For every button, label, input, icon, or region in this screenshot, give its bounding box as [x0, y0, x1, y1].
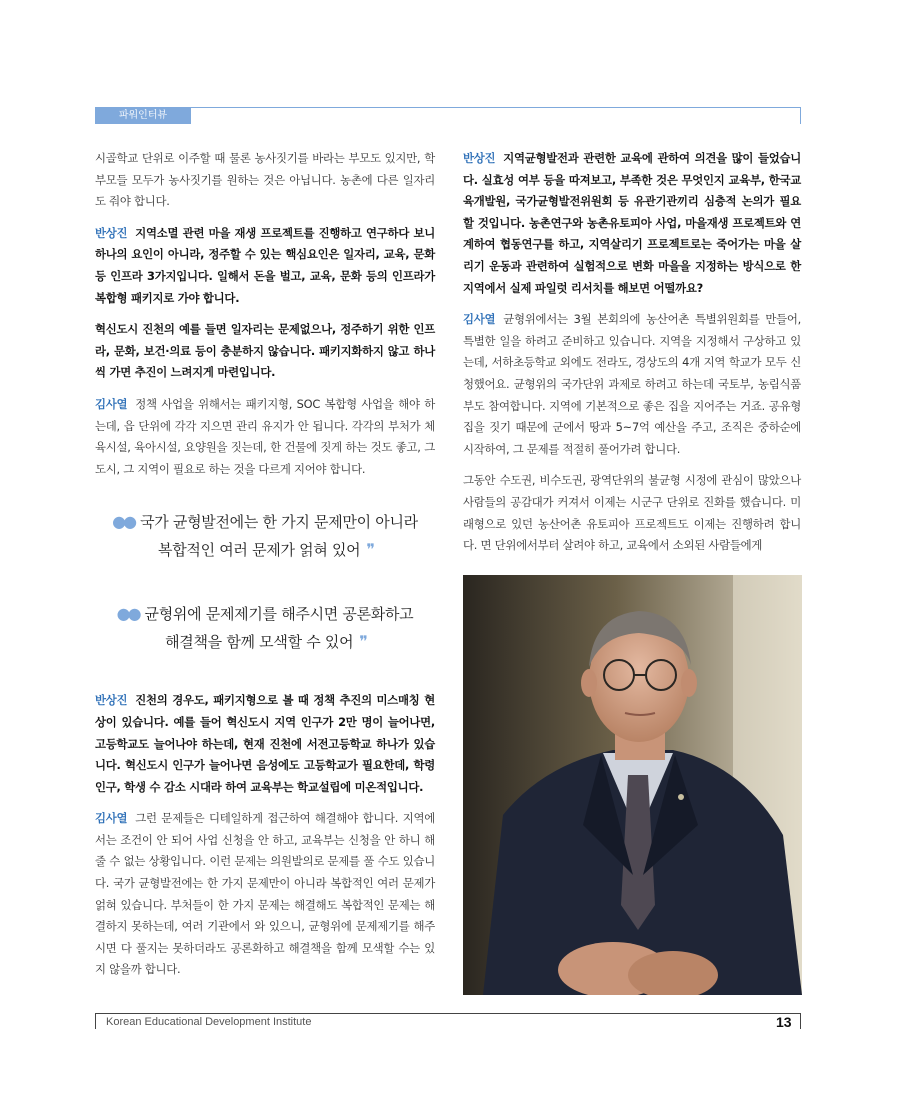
section-tab: 파워인터뷰: [95, 107, 191, 124]
speaker-name: 김사열: [95, 396, 128, 411]
paragraph-text: 지역균형발전과 관련한 교육에 관하여 의견을 많이 들었습니다. 실효성 여부 등을 따져보고, 부족한 것은 무엇인지 교육부, 한국교육개발원, 국가균형발전위원회 등 유관기관끼리 심층적 논의가 필요할 것입니다. 농촌연구와 농촌유토피아 사업, 마을재생 프로젝트와 연계하여 협동연구를 하고, 지역살리기 프로젝트로는 죽어가는 마을 살리기 운동과 관련하여 실험적으로 변화 마을을 지정하는 방식으로 한 지역에서 실제 파일럿 리서치를 해보면 어떨까요?: [463, 151, 801, 295]
close-quote-icon: ❞: [366, 540, 372, 560]
page-number: 13: [776, 1014, 792, 1030]
question-paragraph: 혁신도시 진천의 예를 들면 일자리는 문제없으나, 정주하기 위한 인프라, 문화, 보건·의료 등이 충분하지 않습니다. 패키지화하지 않고 하나씩 가면 추진이 느려지게 마련입니다.: [95, 322, 435, 380]
answer-paragraph: [463, 309, 801, 460]
paragraph: 시골학교 단위로 이주할 때 물론 농사짓기를 바라는 부모도 있지만, 학부모들 모두가 농사짓기를 원하는 것은 아닙니다. 농촌에 다른 일자리도 줘야 합니다.: [95, 151, 435, 209]
speaker-name: 반상진: [95, 693, 128, 708]
right-column: [463, 148, 801, 567]
paragraph-text: 균형위에서는 3월 본회의에 농산어촌 특별위원회를 만들어, 특별한 일을 하려고 준비하고 있습니다. 지역을 지정해서 구상하고 있는데, 서하초등학교 외에도 전라도, 경상도의 4개 지역 학교가 모두 신청했어요. 균형위의 국가단위 과제로 하려고 하는데 국토부, 농림식품부도 참여합니다. 지역에 기본적으로 좋은 집을 지어주는 거죠. 공유형 집을 짓기 때문에 군에서 땅과 5~7억 예산을 주고, 조직은 중하순에 시작하여, 그 문제를 적절히 풀어가려 합니다.: [463, 312, 801, 456]
speaker-name: 김사열: [463, 312, 496, 327]
speaker-name: 반상진: [95, 225, 128, 240]
question-paragraph: [95, 223, 435, 309]
open-quote-icon: ●●: [112, 512, 135, 532]
question-paragraph: [463, 148, 801, 299]
pull-quote: [95, 600, 435, 656]
speaker-name: 김사열: [95, 811, 128, 826]
left-column: [95, 148, 435, 991]
pull-quote-line: 해결책을 함께 모색할 수 있어: [165, 633, 354, 652]
answer-paragraph: [95, 808, 435, 981]
pull-quote-line: 균형위에 문제제기를 해주시면 공론화하고: [144, 605, 414, 624]
paragraph: 그동안 수도권, 비수도권, 광역단위의 불균형 시정에 관심이 많았으나 사람들의 공감대가 커져서 이제는 시군구 단위로 진화를 했습니다. 미래형으로 있던 농산어촌 유토피아 프로젝트도 이제는 진행하려 합니다. 면 단위에서부터 살려야 하고, 교육에서 소외된 사람들에게: [463, 473, 801, 553]
header-rule: [191, 107, 800, 108]
footer-rule-end: [800, 1013, 801, 1029]
header-rule-end: [800, 107, 801, 124]
portrait-illustration: [463, 575, 802, 995]
footer-institute: Korean Educational Development Institute: [106, 1016, 312, 1028]
pull-quote-line: 국가 균형발전에는 한 가지 문제만이 아니라: [140, 513, 418, 532]
pull-quote: [95, 508, 435, 564]
paragraph-text: 지역소멸 관련 마을 재생 프로젝트를 진행하고 연구하다 보니 하나의 요인이 아니라, 정주할 수 있는 핵심요인은 일자리, 교육, 문화 등 인프라 3가지입니다. 일해서 돈을 벌고, 교육, 문화 등의 인프라가 복합형 패키지로 가야 합니다.: [95, 225, 435, 305]
speaker-name: 반상진: [463, 151, 496, 165]
footer-rule-start: [95, 1013, 96, 1029]
question-paragraph: [95, 690, 435, 798]
interview-photo: [463, 575, 802, 995]
answer-paragraph: [95, 394, 435, 480]
paragraph-text: 그런 문제들은 디테일하게 접근하여 해결해야 합니다. 지역에서는 조건이 안 되어 사업 신청을 안 하고, 교육부는 신청을 안 하니 해줄 수 없는 상황입니다. 이런 문제는 의원발의로 문제를 풀 수도 있습니다. 국가 균형발전에는 한 가지 문제만이 아니라 복합적인 여러 문제가 얽혀 있습니다. 부처들이 한 가지 문제는 해결해도 복합적인 문제는 해결하지 못하는데, 여러 기관에서 와 있으니, 균형위에 문제제기를 해주시면 다 풀지는 못하더라도 공론화하고 해결책을 함께 모색할 수는 있지 않을까 합니다.: [95, 811, 435, 977]
footer-rule: [95, 1013, 801, 1014]
close-quote-icon: ❞: [359, 632, 365, 652]
open-quote-icon: ●●: [116, 604, 139, 624]
pull-quote-line: 복합적인 여러 문제가 얽혀 있어: [158, 541, 361, 560]
paragraph-text: 정책 사업을 위해서는 패키지형, SOC 복합형 사업을 해야 하는데, 읍 단위에 각각 지으면 관리 유지가 안 됩니다. 각각의 부처가 체육시설, 육아시설, 요양원을 짓는데, 한 건물에 짓게 하는 것도 좋고, 그 도시, 그 지역이 필요로 하는 것을 다르게 지어야 합니다.: [95, 396, 435, 476]
paragraph-text: 진천의 경우도, 패키지형으로 볼 때 정책 추진의 미스매칭 현상이 있습니다. 예를 들어 혁신도시 지역 인구가 2만 명이 늘어나면, 고등학교도 늘어나야 하는데, 현재 진천에 서전고등학교 하나가 있습니다. 혁신도시 인구가 늘어나면 음성에도 고등학교가 필요한데, 학령인구, 학생 수 감소 시대라 하여 교육부는 학교설립에 미온적입니다.: [95, 693, 435, 794]
